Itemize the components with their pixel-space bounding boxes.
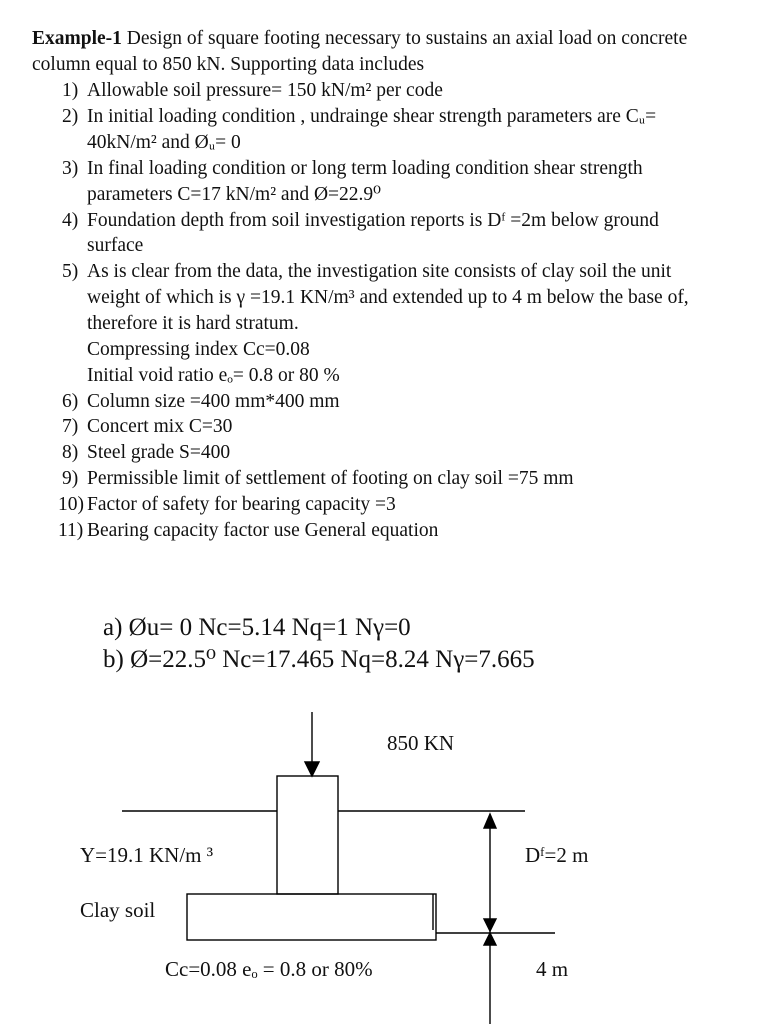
load-arrowhead bbox=[305, 762, 319, 776]
item-text: Allowable soil pressure= 150 kN/m² per code bbox=[87, 80, 443, 101]
item-number: 6) bbox=[62, 391, 79, 412]
factors-a: a) Øu= 0 Nc=5.14 Nq=1 Nγ=0 bbox=[103, 614, 411, 641]
item-number: 11) bbox=[58, 520, 84, 541]
item-number: 2) bbox=[62, 106, 79, 127]
item-text: Foundation depth from soil investigation reports is Dᶠ =2m below ground bbox=[87, 210, 659, 231]
item-text: In final loading condition or long term loading condition shear strength bbox=[87, 158, 643, 179]
df-arrow-bottom bbox=[484, 919, 496, 931]
item-text: Steel grade S=400 bbox=[87, 442, 231, 463]
item-text: Initial void ratio eₒ= 0.8 or 80 % bbox=[87, 365, 340, 386]
item-number: 1) bbox=[62, 80, 79, 101]
item-number: 3) bbox=[62, 158, 79, 179]
soil-label: Clay soil bbox=[80, 898, 156, 922]
load-label: 850 KN bbox=[387, 731, 455, 755]
example-heading: Example-1 bbox=[32, 28, 122, 49]
column bbox=[277, 776, 338, 894]
footing bbox=[187, 894, 436, 940]
item-text: Compressing index Cc=0.08 bbox=[87, 339, 310, 360]
factors-b: b) Ø=22.5⁰ Nc=17.465 Nq=8.24 Nγ=7.665 bbox=[103, 646, 535, 673]
item-text: surface bbox=[87, 235, 144, 256]
depth-label: Dᶠ=2 m bbox=[525, 843, 589, 867]
item-text: Factor of safety for bearing capacity =3 bbox=[87, 494, 396, 515]
df-arrow-top bbox=[484, 814, 496, 828]
item-text: 40kN/m² and Øᵤ= 0 bbox=[87, 132, 241, 153]
item-text: Concert mix C=30 bbox=[87, 416, 233, 437]
unit-weight-label: Y=19.1 KN/m ³ bbox=[80, 843, 214, 867]
item-number: 7) bbox=[62, 416, 79, 437]
item-text: weight of which is γ =19.1 KN/m³ and extended up to 4 m below the base of, bbox=[87, 287, 689, 308]
item-number: 8) bbox=[62, 442, 79, 463]
item-text: Column size =400 mm*400 mm bbox=[87, 391, 340, 412]
item-text: In initial loading condition , undrainge shear strength parameters are Cᵤ= bbox=[87, 106, 657, 127]
cc-eo-label: Cc=0.08 eₒ = 0.8 or 80% bbox=[165, 957, 373, 981]
item-text: Permissible limit of settlement of footing on clay soil =75 mm bbox=[87, 468, 574, 489]
depth-arrow-top bbox=[484, 933, 496, 945]
example-intro-line2: column equal to 850 kN. Supporting data includes bbox=[32, 54, 425, 75]
item-number: 5) bbox=[62, 261, 79, 282]
example-intro: Design of square footing necessary to sustains an axial load on concrete bbox=[121, 28, 688, 49]
item-number: 10) bbox=[58, 494, 84, 515]
item-text: therefore it is hard stratum. bbox=[87, 313, 299, 334]
item-text: Bearing capacity factor use General equation bbox=[87, 520, 439, 541]
item-number: 9) bbox=[62, 468, 79, 489]
item-number: 4) bbox=[62, 210, 79, 231]
item-text: parameters C=17 kN/m² and Ø=22.9⁰ bbox=[87, 184, 381, 205]
thickness-label: 4 m bbox=[536, 957, 569, 981]
item-text: As is clear from the data, the investigation site consists of clay soil the unit bbox=[87, 261, 672, 282]
